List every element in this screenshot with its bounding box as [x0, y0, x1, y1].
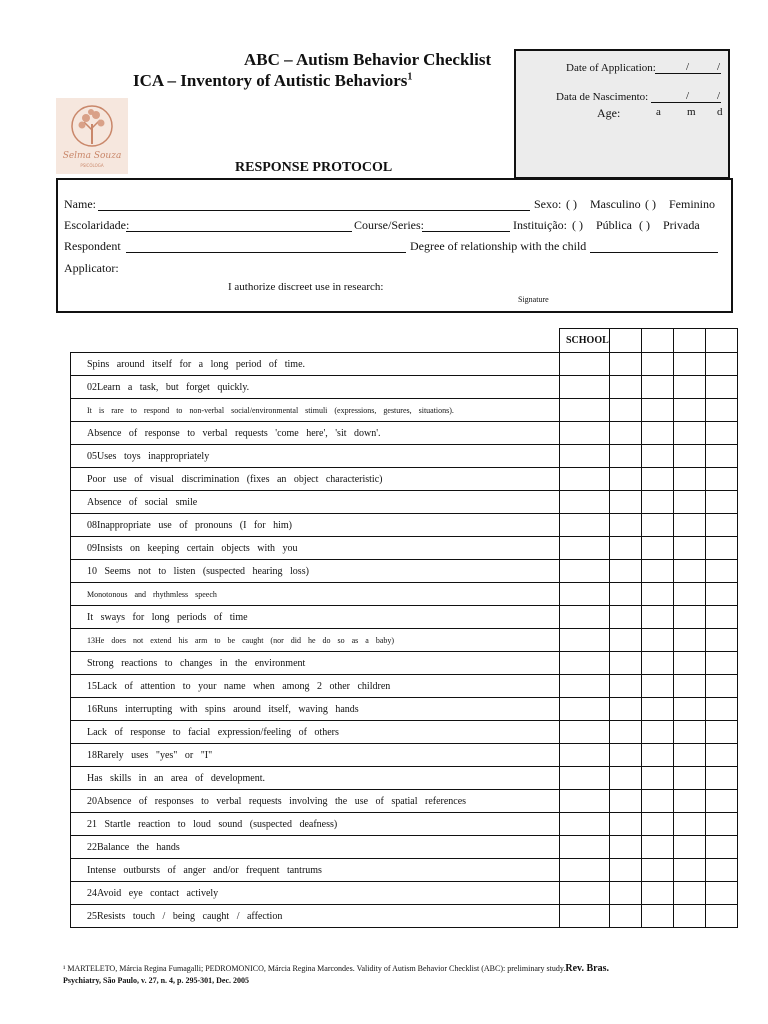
response-cell[interactable] — [705, 813, 737, 836]
footnote-marker: 1 — [407, 71, 413, 83]
response-cell[interactable] — [641, 422, 673, 445]
response-cell[interactable] — [673, 859, 705, 882]
response-cell[interactable] — [609, 422, 641, 445]
response-cell[interactable] — [673, 514, 705, 537]
response-cell[interactable] — [673, 399, 705, 422]
header-cell — [705, 329, 737, 353]
response-cell[interactable] — [560, 652, 610, 675]
checklist-row — [71, 583, 738, 606]
school-column-header: SCHOOL — [560, 329, 610, 353]
sex-male-checkbox[interactable]: ( ) — [566, 197, 577, 211]
response-cell[interactable] — [609, 698, 641, 721]
checklist-row — [71, 537, 738, 560]
checklist-item-text: It is rare to respond to non-verbal social/environmental stimuli (expressions, gestures, situations). — [71, 399, 560, 422]
response-cell[interactable] — [673, 905, 705, 928]
response-cell[interactable] — [673, 583, 705, 606]
response-cell[interactable] — [641, 537, 673, 560]
header-blank — [71, 329, 560, 353]
response-cell[interactable] — [705, 882, 737, 905]
response-cell[interactable] — [673, 744, 705, 767]
response-cell[interactable] — [705, 790, 737, 813]
sex-female-checkbox[interactable]: ( ) — [645, 197, 656, 211]
checklist-body — [71, 329, 738, 928]
response-cell[interactable] — [560, 399, 610, 422]
response-cell[interactable] — [609, 353, 641, 376]
title-ica — [133, 71, 412, 91]
response-cell[interactable] — [560, 376, 610, 399]
checklist-item-text: 08Inappropriate use of pronouns (I for him) — [71, 514, 560, 537]
response-cell[interactable] — [673, 675, 705, 698]
checklist-item-text: Spins around itself for a long period of time. — [71, 353, 560, 376]
checklist-item-text: Absence of social smile — [71, 491, 560, 514]
response-cell[interactable] — [705, 836, 737, 859]
checklist-item-text: 22Balance the hands — [71, 836, 560, 859]
response-cell[interactable] — [560, 353, 610, 376]
response-cell[interactable] — [609, 675, 641, 698]
response-cell[interactable] — [705, 560, 737, 583]
checklist-row — [71, 445, 738, 468]
response-cell[interactable] — [609, 445, 641, 468]
header-cell — [609, 329, 641, 353]
response-cell[interactable] — [560, 468, 610, 491]
checklist-item-text: 09Insists on keeping certain objects with you — [71, 537, 560, 560]
response-cell[interactable] — [673, 445, 705, 468]
birth-date-label: Data de Nascimento: — [556, 91, 649, 103]
response-cell[interactable] — [705, 698, 737, 721]
response-cell[interactable] — [560, 767, 610, 790]
response-cell[interactable] — [641, 836, 673, 859]
response-cell[interactable] — [673, 721, 705, 744]
response-cell[interactable] — [560, 606, 610, 629]
response-cell[interactable] — [560, 836, 610, 859]
response-cell[interactable] — [641, 376, 673, 399]
age-unit-months: m — [687, 106, 696, 118]
response-cell[interactable] — [641, 882, 673, 905]
response-cell[interactable] — [705, 399, 737, 422]
response-cell[interactable] — [560, 514, 610, 537]
checklist-item-text: 24Avoid eye contact actively — [71, 882, 560, 905]
response-cell[interactable] — [705, 744, 737, 767]
response-cell[interactable] — [705, 353, 737, 376]
logo — [56, 98, 128, 174]
response-cell[interactable] — [560, 905, 610, 928]
age-label: Age: — [597, 106, 621, 120]
checklist-item-text: Has skills in an area of development. — [71, 767, 560, 790]
course-label: Course/Series: — [354, 218, 424, 232]
response-cell[interactable] — [673, 468, 705, 491]
footnote-journal: Rev. Bras. — [565, 963, 609, 974]
response-cell[interactable] — [705, 468, 737, 491]
response-cell[interactable] — [560, 882, 610, 905]
signature-label: Signature — [518, 295, 549, 304]
response-cell[interactable] — [609, 744, 641, 767]
footnote-text: ¹ MARTELETO, Márcia Regina Fumagalli; PEDROMONICO, Márcia Regina Marcondes. Validity of Autism Behavior Checklist (ABC): preliminary study. — [63, 964, 566, 973]
response-cell[interactable] — [560, 583, 610, 606]
response-cell[interactable] — [609, 583, 641, 606]
response-protocol-heading: RESPONSE PROTOCOL — [235, 160, 393, 175]
response-cell[interactable] — [641, 744, 673, 767]
response-cell[interactable] — [609, 859, 641, 882]
response-cell[interactable] — [673, 537, 705, 560]
response-cell[interactable] — [609, 491, 641, 514]
checklist-item-text: 21 Startle reaction to loud sound (suspected deafness) — [71, 813, 560, 836]
response-cell[interactable] — [641, 399, 673, 422]
checklist-row — [71, 422, 738, 445]
institution-private-label: Privada — [663, 218, 700, 232]
education-field[interactable] — [126, 231, 352, 232]
checklist-item-text: Monotonous and rhythmless speech — [71, 583, 560, 606]
response-cell[interactable] — [560, 491, 610, 514]
institution-public-label: Pública — [596, 218, 632, 232]
response-cell[interactable] — [641, 698, 673, 721]
response-cell[interactable] — [705, 652, 737, 675]
response-cell[interactable] — [673, 836, 705, 859]
checklist-row — [71, 790, 738, 813]
logo-text: Selma Souza — [62, 151, 122, 161]
response-cell[interactable] — [641, 353, 673, 376]
title-abc: ABC – Autism Behavior Checklist — [244, 50, 492, 69]
response-cell[interactable] — [705, 422, 737, 445]
response-cell[interactable] — [641, 560, 673, 583]
tree-logo-icon — [56, 98, 128, 174]
name-label: Name: — [64, 197, 96, 211]
checklist-item-text: 05Uses toys inappropriately — [71, 445, 560, 468]
relationship-field[interactable] — [590, 252, 718, 253]
checklist-row — [71, 514, 738, 537]
response-cell[interactable] — [560, 537, 610, 560]
response-cell[interactable] — [673, 606, 705, 629]
response-cell[interactable] — [560, 560, 610, 583]
response-cell[interactable] — [705, 675, 737, 698]
institution-label: Instituição: — [513, 218, 567, 232]
response-cell[interactable] — [673, 767, 705, 790]
checklist-row — [71, 629, 738, 652]
response-cell[interactable] — [673, 698, 705, 721]
sex-label: Sexo: — [534, 197, 562, 211]
response-cell[interactable] — [673, 882, 705, 905]
checklist-row — [71, 675, 738, 698]
response-cell[interactable] — [609, 905, 641, 928]
logo-subtext: PSICÓLOGA — [80, 163, 104, 168]
application-date-field[interactable] — [655, 73, 721, 74]
response-cell[interactable] — [560, 422, 610, 445]
checklist-row — [71, 859, 738, 882]
response-cell[interactable] — [673, 491, 705, 514]
response-cell[interactable] — [705, 767, 737, 790]
name-field[interactable] — [98, 210, 530, 211]
response-cell[interactable] — [673, 376, 705, 399]
checklist-row — [71, 721, 738, 744]
checklist-item-text: 25Resists touch / being caught / affection — [71, 905, 560, 928]
footnote — [63, 963, 703, 987]
checklist-header-row — [71, 329, 738, 353]
checklist-item-text: 16Runs interrupting with spins around itself, waving hands — [71, 698, 560, 721]
education-label: Escolaridade: — [64, 218, 130, 232]
response-cell[interactable] — [641, 514, 673, 537]
respondent-label: Respondent — [64, 239, 121, 253]
identification-section — [56, 178, 733, 313]
relationship-label: Degree of relationship with the child — [410, 239, 587, 253]
response-cell[interactable] — [609, 606, 641, 629]
response-cell[interactable] — [609, 836, 641, 859]
checklist-item-text: Absence of response to verbal requests 'come here', 'sit down'. — [71, 422, 560, 445]
response-cell[interactable] — [673, 560, 705, 583]
response-cell[interactable] — [641, 468, 673, 491]
response-cell[interactable] — [673, 422, 705, 445]
checklist-item-text: Intense outbursts of anger and/or frequent tantrums — [71, 859, 560, 882]
checklist-row — [71, 606, 738, 629]
checklist-item-text: 02Learn a task, but forget quickly. — [71, 376, 560, 399]
response-cell[interactable] — [609, 514, 641, 537]
response-cell[interactable] — [560, 445, 610, 468]
checklist-item-text: Strong reactions to changes in the environment — [71, 652, 560, 675]
response-cell[interactable] — [641, 813, 673, 836]
response-cell[interactable] — [673, 629, 705, 652]
checklist-row — [71, 744, 738, 767]
response-cell[interactable] — [641, 583, 673, 606]
response-cell[interactable] — [609, 721, 641, 744]
response-cell[interactable] — [609, 652, 641, 675]
applicator-label: Applicator: — [64, 261, 119, 275]
checklist-row — [71, 698, 738, 721]
respondent-field[interactable] — [126, 252, 406, 253]
response-cell[interactable] — [641, 606, 673, 629]
institution-public-checkbox[interactable]: ( ) — [572, 218, 583, 232]
behavior-checklist-table — [70, 328, 738, 928]
response-cell[interactable] — [673, 652, 705, 675]
response-cell[interactable] — [609, 813, 641, 836]
response-cell[interactable] — [560, 813, 610, 836]
response-cell[interactable] — [705, 721, 737, 744]
response-cell[interactable] — [641, 859, 673, 882]
response-cell[interactable] — [560, 790, 610, 813]
response-cell[interactable] — [560, 859, 610, 882]
date-slash: / — [717, 90, 721, 102]
checklist-row — [71, 560, 738, 583]
checklist-item-text: 20Absence of responses to verbal requests involving the use of spatial references — [71, 790, 560, 813]
sex-male-label: Masculino — [590, 197, 641, 211]
birth-date-field[interactable] — [651, 102, 721, 103]
response-cell[interactable] — [609, 399, 641, 422]
response-cell[interactable] — [641, 629, 673, 652]
response-cell[interactable] — [641, 491, 673, 514]
response-cell[interactable] — [609, 882, 641, 905]
institution-private-checkbox[interactable]: ( ) — [639, 218, 650, 232]
checklist-row — [71, 399, 738, 422]
course-field[interactable] — [422, 231, 510, 232]
checklist-row — [71, 813, 738, 836]
age-unit-years: a — [656, 106, 661, 118]
response-cell[interactable] — [641, 445, 673, 468]
checklist-row — [71, 353, 738, 376]
response-cell[interactable] — [609, 767, 641, 790]
date-slash: / — [686, 90, 690, 102]
response-cell[interactable] — [705, 445, 737, 468]
response-cell[interactable] — [609, 537, 641, 560]
response-cell[interactable] — [641, 905, 673, 928]
header-cell — [641, 329, 673, 353]
checklist-item-text: Lack of response to facial expression/feeling of others — [71, 721, 560, 744]
date-slash: / — [717, 61, 721, 73]
response-cell[interactable] — [641, 790, 673, 813]
response-cell[interactable] — [705, 905, 737, 928]
response-cell[interactable] — [641, 721, 673, 744]
response-cell[interactable] — [705, 606, 737, 629]
footnote-line2: Psychiatry, São Paulo, v. 27, n. 4, p. 295-301, Dec. 2005 — [63, 976, 250, 985]
response-cell[interactable] — [609, 376, 641, 399]
date-box — [514, 49, 730, 179]
response-cell[interactable] — [560, 721, 610, 744]
checklist-row — [71, 468, 738, 491]
checklist-item-text: 18Rarely uses "yes" or "I" — [71, 744, 560, 767]
response-cell[interactable] — [560, 629, 610, 652]
checklist-row — [71, 905, 738, 928]
checklist-item-text: 15Lack of attention to your name when among 2 other children — [71, 675, 560, 698]
response-cell[interactable] — [641, 767, 673, 790]
response-cell[interactable] — [560, 675, 610, 698]
response-cell[interactable] — [609, 468, 641, 491]
response-cell[interactable] — [705, 491, 737, 514]
checklist-item-text: 10 Seems not to listen (suspected hearing loss) — [71, 560, 560, 583]
response-cell[interactable] — [673, 790, 705, 813]
checklist-item-text: Poor use of visual discrimination (fixes an object characteristic) — [71, 468, 560, 491]
response-cell[interactable] — [705, 376, 737, 399]
checklist-row — [71, 882, 738, 905]
response-cell[interactable] — [705, 514, 737, 537]
response-cell[interactable] — [673, 353, 705, 376]
sex-female-label: Feminino — [669, 197, 716, 211]
checklist-row — [71, 836, 738, 859]
date-slash: / — [686, 61, 690, 73]
age-unit-days: d — [717, 106, 723, 118]
checklist-row — [71, 767, 738, 790]
checklist-item-text: 13He does not extend his arm to be caught (nor did he do so as a baby) — [71, 629, 560, 652]
title-ica-text: ICA – Inventory of Autistic Behaviors — [133, 71, 408, 90]
response-cell[interactable] — [641, 675, 673, 698]
checklist-row — [71, 376, 738, 399]
response-cell[interactable] — [705, 583, 737, 606]
response-cell[interactable] — [609, 560, 641, 583]
response-cell[interactable] — [673, 813, 705, 836]
response-cell[interactable] — [705, 629, 737, 652]
response-cell[interactable] — [705, 537, 737, 560]
checklist-row — [71, 652, 738, 675]
response-cell[interactable] — [705, 859, 737, 882]
response-cell[interactable] — [560, 744, 610, 767]
header-cell — [673, 329, 705, 353]
checklist-row — [71, 491, 738, 514]
authorize-text: I authorize discreet use in research: — [228, 281, 384, 293]
checklist-item-text: It sways for long periods of time — [71, 606, 560, 629]
response-cell[interactable] — [641, 652, 673, 675]
response-cell[interactable] — [609, 790, 641, 813]
response-cell[interactable] — [560, 698, 610, 721]
response-cell[interactable] — [609, 629, 641, 652]
application-date-label: Date of Application: — [566, 62, 656, 74]
